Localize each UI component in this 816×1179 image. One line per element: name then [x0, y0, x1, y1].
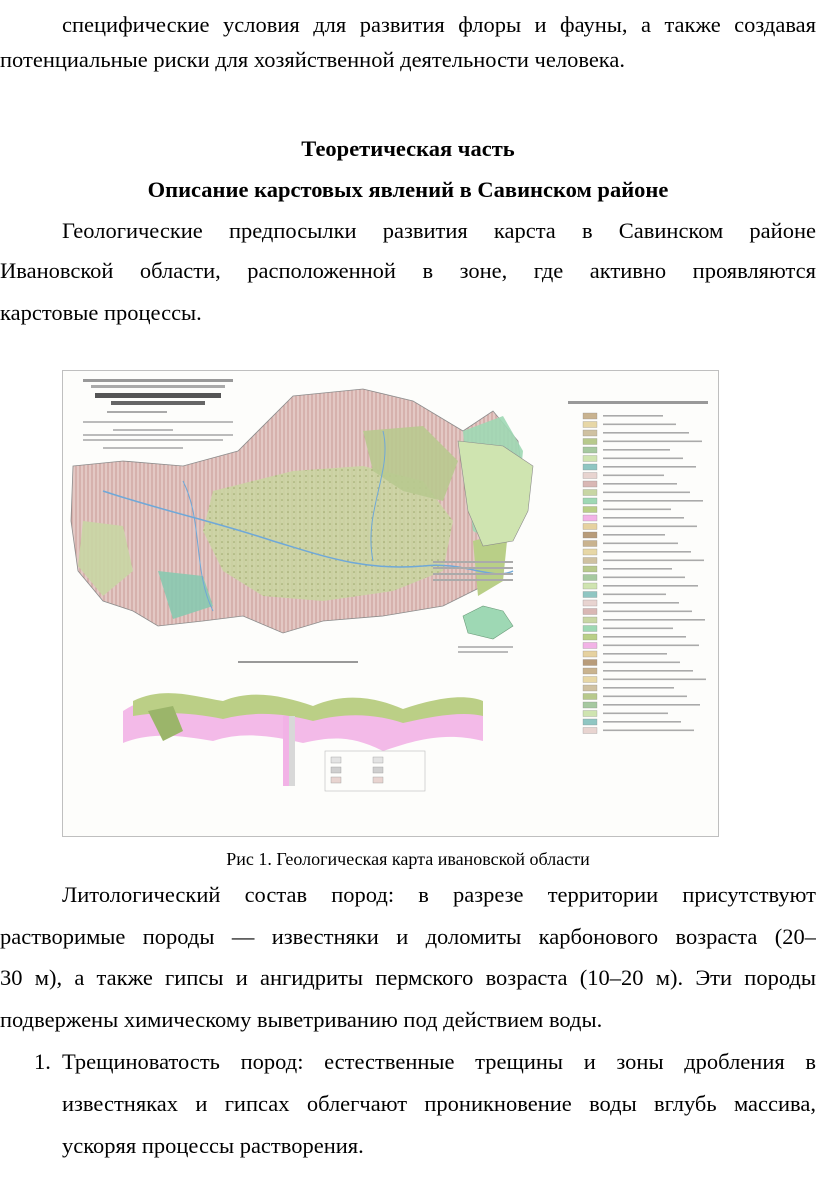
section-heading: Теоретическая часть	[301, 136, 515, 161]
geological-map-image	[63, 371, 718, 836]
paragraph-line: Геологические предпосылки развития карста в Савинском районе	[62, 218, 816, 243]
list-item-text: ускоряя процессы растворения.	[62, 1133, 364, 1158]
paragraph-line: растворимые породы — известняки и доломиты карбонового возраста (20–	[0, 924, 816, 949]
paragraph-line: специфические условия для развития флоры и фауны, а также создавая	[62, 12, 816, 37]
map-legend	[568, 401, 708, 734]
map-region	[71, 389, 523, 633]
paragraph-line: 30 м), а также гипсы и ангидриты пермского возраста (10–20 м). Эти породы	[0, 965, 816, 990]
paragraph-line: Ивановской области, расположенной в зоне, где активно проявляются	[0, 258, 816, 283]
list-item-text: известняках и гипсах облегчают проникновение воды вглубь массива,	[62, 1091, 816, 1116]
paragraph-line: потенциальные риски для хозяйственной деятельности человека.	[0, 47, 626, 72]
list-number: 1.	[34, 1049, 51, 1074]
map-inset	[433, 561, 513, 653]
map-cross-section	[123, 661, 483, 791]
map-title-block	[83, 379, 233, 449]
paragraph-line: Литологический состав пород: в разрезе территории присутствуют	[62, 882, 816, 907]
section-subheading: Описание карстовых явлений в Савинском районе	[147, 177, 669, 202]
list-item-text: Трещиноватость пород: естественные трещины и зоны дробления в	[62, 1049, 816, 1074]
figure-caption: Рис 1. Геологическая карта ивановской области	[226, 849, 590, 869]
paragraph-line: подвержены химическому выветриванию под действием воды.	[0, 1007, 603, 1032]
paragraph-line: карстовые процессы.	[0, 300, 202, 325]
geological-map-figure	[62, 370, 719, 837]
